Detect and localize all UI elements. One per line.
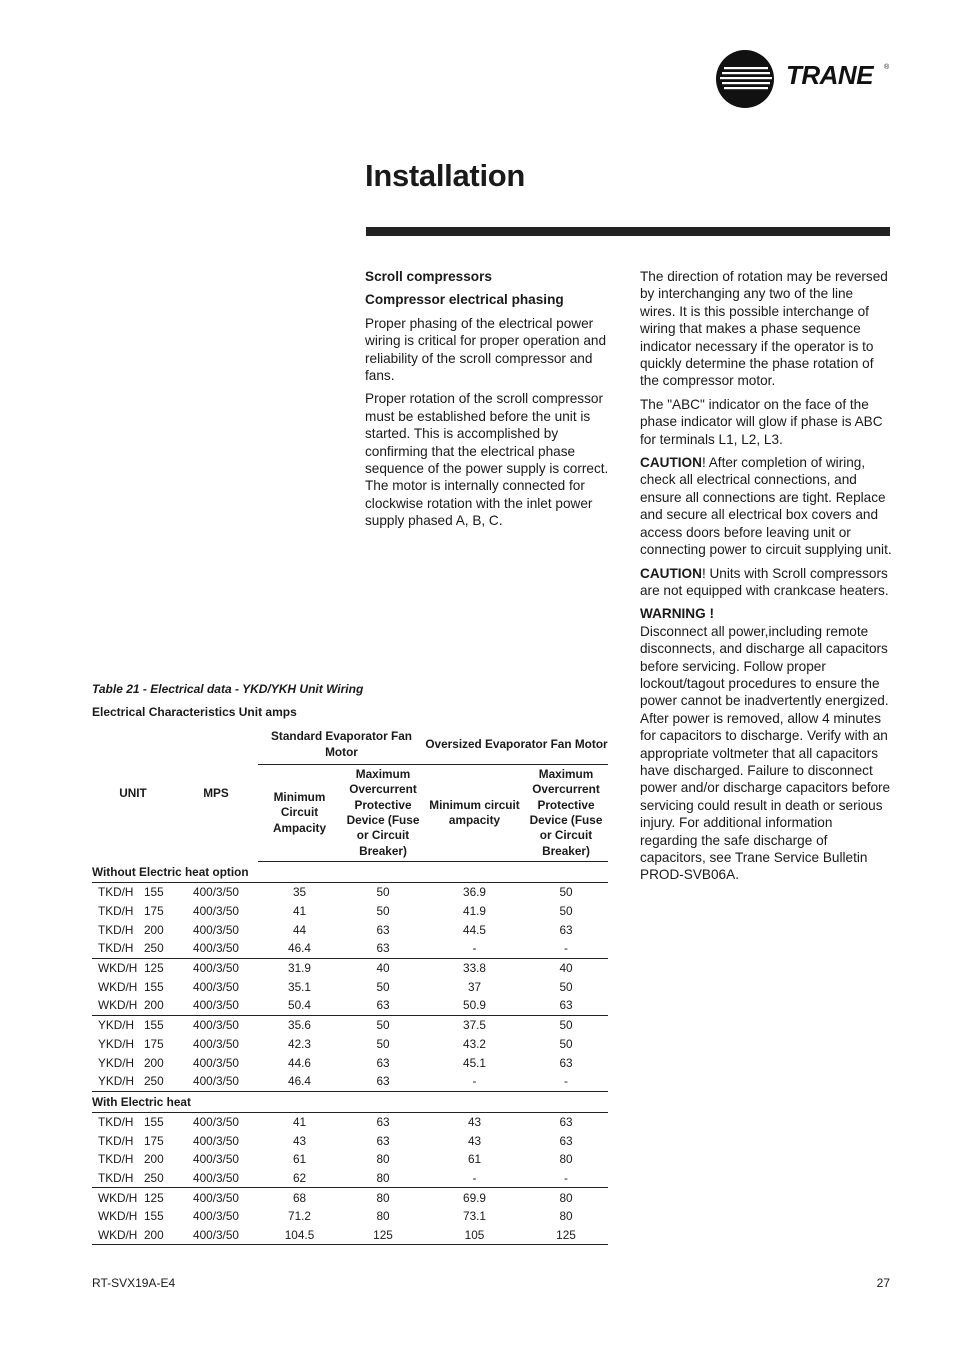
column-header-std-min-circuit-ampacity: Minimum Circuit Ampacity [258,765,341,862]
table-row [92,1207,608,1226]
cell-unit [92,920,174,939]
cell-ovr-mop: 50 [559,979,573,994]
unit-size: 155 [144,1114,164,1129]
unit-model: TKD/H [98,1170,134,1185]
cell-unit [92,1035,174,1054]
cell-std-mca: 35 [292,885,307,900]
cell-unit [92,902,174,921]
paragraph: Proper phasing of the electrical power wiring is critical for proper operation and reliability of the scroll compressor and fans. [365,315,607,384]
cell-unit [92,1053,174,1072]
unit-size: 155 [144,1209,164,1224]
cell-unit [92,1169,174,1188]
unit-model: TKD/H [98,885,134,900]
cell-std-mca: 71.2 [288,1209,311,1224]
cell-std-mca: 43 [292,1133,307,1148]
cell-ovr-mop: 63 [524,996,608,1015]
unit-model: WKD/H [98,998,138,1013]
cell-std-mop: 125 [341,1226,425,1245]
unit-model: WKD/H [98,961,138,976]
cell-ovr-mca: 105 [425,1226,524,1245]
table-row [92,883,608,902]
cell-std-mop: 63 [376,1133,390,1148]
cell-std-mop: 63 [341,939,425,958]
cell-mps: 400/3/50 [193,1133,239,1148]
cell-unit [92,977,174,996]
cell-ovr-mca: 43.2 [463,1036,486,1051]
column-header-std-max-overcurrent: Maximum Overcurrent Protective Device (Fuse or Circuit Breaker) [341,765,425,862]
cell-std-mca: 50.4 [258,996,341,1015]
caution-note [640,454,892,558]
cell-std-mca: 35.1 [288,979,311,994]
subsection-heading: Compressor electrical phasing [365,292,564,308]
unit-size: 125 [144,1190,164,1205]
cell-ovr-mop: 63 [559,1133,573,1148]
cell-ovr-mop: 40 [559,961,573,976]
cell-unit [92,1150,174,1169]
cell-ovr-mop: - [524,1169,608,1188]
unit-size: 200 [144,922,164,937]
unit-model: TKD/H [98,1114,134,1129]
registered-mark: ® [884,64,890,71]
table-row [92,1053,608,1072]
document-code: RT-SVX19A-E4 [92,1276,176,1290]
warning-text: Disconnect all power,including remote disconnects, and discharge all capacitors before servicing. Follow proper lockout/tagout procedures to ensure the power cannot be inadvertently energized. After power is removed, allow 4 minutes for capacitors to discharge. Verify with an appropriate voltmeter that all capacitors have discharged. Failure to disconnect power and/or discharge capacitors before servicing could result in death or serious injury. For additional information regarding the safe discharge of capacitors, see Trane Service Bulletin PROD-SVB06A. [640,623,891,883]
cell-unit [92,1112,174,1131]
cell-ovr-mca: 36.9 [463,885,486,900]
cell-unit [92,1226,174,1245]
unit-model: YKD/H [98,1055,135,1070]
cell-std-mca: 35.6 [288,1018,311,1033]
paragraph: The "ABC" indicator on the face of the phase indicator will glow if phase is ABC for terminals L1, L2, L3. [640,396,883,447]
cell-mps: 400/3/50 [193,1190,239,1205]
cell-ovr-mop: - [524,1072,608,1091]
cell-ovr-mca: 33.8 [463,961,486,976]
cell-mps: 400/3/50 [174,996,258,1015]
table-row [92,996,608,1015]
unit-model: WKD/H [98,1190,138,1205]
cell-ovr-mop: 80 [559,1152,573,1167]
middle-column [365,268,617,536]
unit-size: 250 [144,1170,164,1185]
cell-std-mca: 46.4 [258,1072,341,1091]
cell-std-mop: 63 [341,1072,425,1091]
cell-mps: 400/3/50 [193,979,239,994]
cell-ovr-mop: 50 [559,885,573,900]
table-section-header: Without Electric heat option [92,862,608,883]
cell-ovr-mca: 37 [467,979,482,994]
cell-ovr-mca: 43 [467,1133,482,1148]
cell-std-mca: 41 [292,1114,307,1129]
cell-ovr-mca: 44.5 [463,922,486,937]
cell-ovr-mca: 43 [467,1114,482,1129]
cell-ovr-mop: 125 [524,1226,608,1245]
cell-unit [92,958,174,977]
table-row [92,958,608,977]
unit-size: 175 [144,1133,164,1148]
group-header-oversized: Oversized Evaporator Fan Motor [425,724,608,765]
table-row [92,1131,608,1150]
warning-note [640,605,892,884]
column-header-ovr-max-overcurrent: Maximum Overcurrent Protective Device (Fuse or Circuit Breaker) [524,765,608,862]
unit-size: 250 [144,1074,164,1089]
caution-label: CAUTION [640,565,702,581]
caution-label: CAUTION [640,455,702,471]
cell-ovr-mca: - [425,1169,524,1188]
cell-mps: 400/3/50 [193,1114,239,1129]
cell-mps: 400/3/50 [193,1036,239,1051]
cell-std-mop: 63 [376,1055,390,1070]
unit-size: 250 [144,941,164,956]
unit-size: 175 [144,1036,164,1051]
cell-ovr-mop: 80 [559,1190,573,1205]
cell-unit [92,1015,174,1034]
table-caption: Table 21 - Electrical data - YKD/YKH Unit Wiring [92,682,364,696]
section-heading: Scroll compressors [365,269,492,284]
unit-model: WKD/H [98,1228,138,1243]
unit-model: WKD/H [98,979,138,994]
cell-std-mca: 61 [292,1152,307,1167]
electrical-data-table [92,724,608,1245]
unit-size: 155 [144,979,164,994]
cell-ovr-mca: 73.1 [463,1209,486,1224]
unit-size: 155 [144,885,164,900]
unit-model: TKD/H [98,1133,134,1148]
table-row [92,920,608,939]
cell-std-mop: 50 [376,1018,390,1033]
cell-ovr-mca: 41.9 [463,904,486,919]
cell-std-mca: 68 [292,1190,307,1205]
caution-text: ! Units with Scroll compressors are not equipped with crankcase heaters. [640,565,889,598]
cell-mps: 400/3/50 [193,1209,239,1224]
cell-std-mop: 50 [376,904,390,919]
cell-mps: 400/3/50 [193,1152,239,1167]
unit-model: YKD/H [98,1036,135,1051]
cell-unit [92,1207,174,1226]
cell-mps: 400/3/50 [193,922,239,937]
unit-size: 200 [144,1055,164,1070]
warning-label: WARNING ! [640,606,715,622]
table-row [92,977,608,996]
cell-mps: 400/3/50 [174,1226,258,1245]
page-title: Installation [365,158,526,193]
cell-std-mop: 63 [341,996,425,1015]
column-header-ovr-min-circuit-ampacity: Minimum circuit ampacity [425,765,524,862]
unit-model: TKD/H [98,941,134,956]
unit-size: 200 [144,998,164,1013]
table-row [92,1015,608,1034]
table-row [92,1226,608,1245]
cell-unit [92,883,174,902]
cell-unit [92,1188,174,1207]
cell-ovr-mop: 50 [559,1018,573,1033]
cell-ovr-mca: 45.1 [463,1055,486,1070]
cell-std-mop: 80 [376,1209,390,1224]
right-column [640,268,892,890]
cell-ovr-mop: 50 [559,1036,573,1051]
table-row [92,1169,608,1188]
cell-ovr-mop: 63 [559,1055,573,1070]
table-body [92,862,608,1245]
cell-mps: 400/3/50 [193,904,239,919]
cell-ovr-mop: 50 [559,904,573,919]
column-header-unit: UNIT [119,785,147,800]
cell-mps: 400/3/50 [174,1169,258,1188]
unit-model: TKD/H [98,1152,134,1167]
cell-std-mca: 46.4 [258,939,341,958]
cell-ovr-mca: 69.9 [463,1190,486,1205]
unit-model: YKD/H [98,1018,135,1033]
unit-size: 155 [144,1018,164,1033]
cell-std-mop: 50 [376,885,390,900]
group-header-standard: Standard Evaporator Fan Motor [258,724,425,765]
cell-std-mop: 80 [376,1152,390,1167]
trane-logo-emblem-icon [716,50,776,108]
cell-std-mop: 40 [376,961,390,976]
unit-model: YKD/H [98,1074,135,1089]
cell-mps: 400/3/50 [193,1055,239,1070]
cell-unit [92,939,174,958]
cell-ovr-mop: 80 [559,1209,573,1224]
table-row [92,1112,608,1131]
cell-std-mop: 80 [376,1190,390,1205]
cell-mps: 400/3/50 [174,939,258,958]
cell-mps: 400/3/50 [174,1072,258,1091]
cell-std-mop: 63 [376,1114,390,1129]
cell-unit [92,996,174,1015]
unit-model: TKD/H [98,904,134,919]
caution-text: ! After completion of wiring, check all electrical connections, and ensure all connections are tight. Replace and secure all electrical box covers and access doors before leaving unit or connecting power to circuit supplying unit. [640,455,892,558]
table-row [92,902,608,921]
trane-logo [716,50,896,108]
cell-std-mca: 62 [258,1169,341,1188]
unit-size: 200 [144,1152,164,1167]
brand-name: TRANE [786,60,874,90]
table-row [92,1150,608,1169]
table-section-header: With Electric heat [92,1091,608,1112]
cell-ovr-mop: - [524,939,608,958]
cell-std-mca: 31.9 [288,961,311,976]
table-row [92,1035,608,1054]
cell-unit [92,1131,174,1150]
cell-std-mop: 80 [341,1169,425,1188]
cell-std-mca: 42.3 [288,1036,311,1051]
unit-size: 200 [144,1228,164,1243]
cell-mps: 400/3/50 [193,961,239,976]
cell-unit [92,1072,174,1091]
cell-mps: 400/3/50 [193,885,239,900]
paragraph: The direction of rotation may be reversed by interchanging any two of the line wires. It is this possible interchange of wiring that makes a phase sequence indicator necessary if the operator is to quickly determine the phase rotation of the compressor motor. [640,269,888,389]
unit-model: WKD/H [98,1209,138,1224]
cell-std-mca: 44 [292,922,307,937]
cell-std-mop: 50 [376,1036,390,1051]
unit-size: 175 [144,904,164,919]
column-header-mps: MPS [203,785,229,800]
title-divider [366,227,890,236]
cell-std-mca: 41 [292,904,307,919]
unit-size: 125 [144,961,164,976]
paragraph: Proper rotation of the scroll compressor must be established before the unit is started. This is accomplished by confirming that the electrical phase sequence of the power supply is correct. The motor is internally connected for clockwise rotation with the inlet power supply phased A, B, C. [365,391,609,529]
table-row [92,1072,608,1091]
unit-model: TKD/H [98,922,134,937]
page-number: 27 [876,1276,890,1290]
cell-std-mca: 104.5 [258,1226,341,1245]
table-subcaption: Electrical Characteristics Unit amps [92,705,297,719]
cell-std-mca: 44.6 [288,1055,311,1070]
cell-ovr-mca: 37.5 [463,1018,486,1033]
cell-mps: 400/3/50 [193,1018,239,1033]
cell-ovr-mop: 63 [559,922,573,937]
caution-note [640,565,892,600]
cell-ovr-mca: - [425,1072,524,1091]
table-row [92,939,608,958]
cell-ovr-mca: - [425,939,524,958]
cell-std-mop: 63 [376,922,390,937]
table-row [92,1188,608,1207]
cell-ovr-mop: 63 [559,1114,573,1129]
cell-std-mop: 50 [376,979,390,994]
cell-ovr-mca: 61 [467,1152,482,1167]
cell-ovr-mca: 50.9 [425,996,524,1015]
